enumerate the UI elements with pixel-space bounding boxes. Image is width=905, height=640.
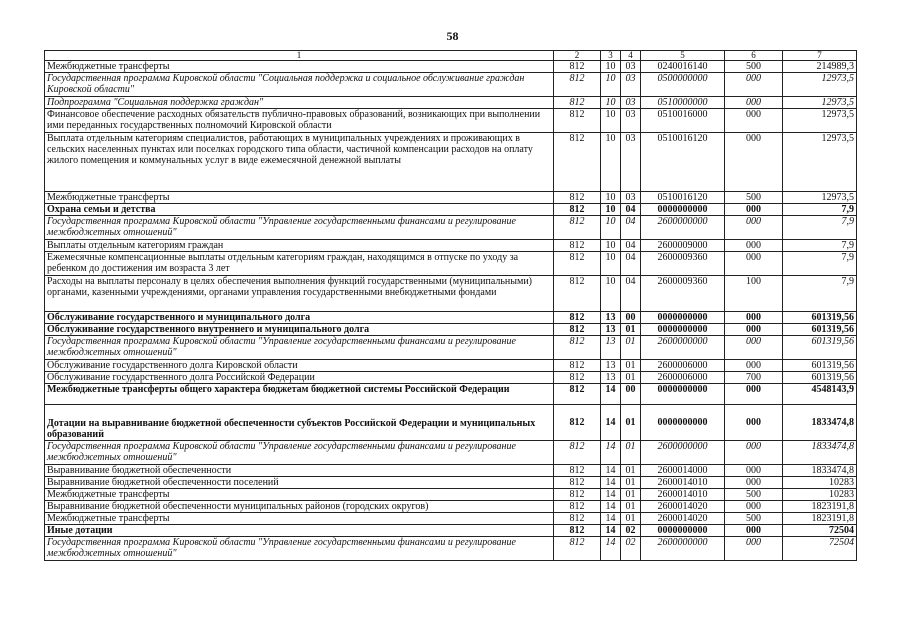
row-section: 10 <box>601 204 621 216</box>
row-amount: 601319,56 <box>783 360 857 372</box>
table-row <box>45 73 857 97</box>
row-amount: 1833474,8 <box>783 441 857 465</box>
row-expense-type: 000 <box>725 324 783 336</box>
row-subsection: 03 <box>621 109 641 133</box>
row-subsection: 03 <box>621 73 641 97</box>
row-admin-code: 812 <box>554 525 601 537</box>
row-section: 10 <box>601 276 621 312</box>
row-target-article: 0000000000 <box>641 405 725 441</box>
table-row <box>45 216 857 240</box>
row-expense-type: 000 <box>725 73 783 97</box>
row-subsection: 03 <box>621 133 641 192</box>
row-target-article: 0000000000 <box>641 384 725 405</box>
row-admin-code: 812 <box>554 216 601 240</box>
row-section: 13 <box>601 336 621 360</box>
header-cell-3: 3 <box>601 51 621 61</box>
row-amount: 12973,5 <box>783 192 857 204</box>
row-subsection: 01 <box>621 324 641 336</box>
row-section: 14 <box>601 513 621 525</box>
row-section: 13 <box>601 360 621 372</box>
row-amount: 10283 <box>783 489 857 501</box>
row-amount: 1823191,8 <box>783 501 857 513</box>
row-section: 10 <box>601 240 621 252</box>
row-target-article: 2600009000 <box>641 240 725 252</box>
row-name: Обслуживание государственного внутреннего и муниципального долга <box>45 324 554 336</box>
row-subsection: 01 <box>621 336 641 360</box>
row-admin-code: 812 <box>554 73 601 97</box>
row-expense-type: 000 <box>725 525 783 537</box>
row-section: 10 <box>601 192 621 204</box>
row-section: 14 <box>601 525 621 537</box>
row-expense-type: 000 <box>725 312 783 324</box>
row-expense-type: 700 <box>725 372 783 384</box>
row-admin-code: 812 <box>554 97 601 109</box>
row-amount: 12973,5 <box>783 97 857 109</box>
row-target-article: 0510016120 <box>641 192 725 204</box>
row-target-article: 2600006000 <box>641 360 725 372</box>
row-admin-code: 812 <box>554 405 601 441</box>
row-admin-code: 812 <box>554 336 601 360</box>
row-subsection: 04 <box>621 276 641 312</box>
table-row <box>45 109 857 133</box>
row-section: 14 <box>601 384 621 405</box>
header-row <box>45 51 857 61</box>
row-amount: 601319,56 <box>783 336 857 360</box>
row-expense-type: 000 <box>725 252 783 276</box>
row-subsection: 03 <box>621 61 641 73</box>
row-name: Государственная программа Кировской области "Управление государственными финансами и регулирование межбюджетных отношений" <box>45 336 554 360</box>
row-amount: 12973,5 <box>783 133 857 192</box>
row-target-article: 2600014020 <box>641 501 725 513</box>
row-name: Межбюджетные трансферты общего характера бюджетам бюджетной системы Российской Федерации <box>45 384 554 405</box>
row-admin-code: 812 <box>554 465 601 477</box>
row-expense-type: 000 <box>725 441 783 465</box>
row-amount: 72504 <box>783 525 857 537</box>
row-amount: 10283 <box>783 477 857 489</box>
row-subsection: 04 <box>621 216 641 240</box>
row-subsection: 00 <box>621 312 641 324</box>
row-section: 10 <box>601 252 621 276</box>
table-row <box>45 312 857 324</box>
row-admin-code: 812 <box>554 252 601 276</box>
row-section: 10 <box>601 216 621 240</box>
table-row <box>45 384 857 405</box>
row-amount: 214989,3 <box>783 61 857 73</box>
row-subsection: 01 <box>621 360 641 372</box>
row-target-article: 2600000000 <box>641 441 725 465</box>
row-amount: 7,9 <box>783 252 857 276</box>
table-row <box>45 192 857 204</box>
row-target-article: 0240016140 <box>641 61 725 73</box>
row-target-article: 0000000000 <box>641 204 725 216</box>
row-expense-type: 000 <box>725 97 783 109</box>
table-row <box>45 525 857 537</box>
row-amount: 12973,5 <box>783 73 857 97</box>
row-target-article: 0510000000 <box>641 97 725 109</box>
row-subsection: 03 <box>621 192 641 204</box>
row-subsection: 03 <box>621 97 641 109</box>
row-amount: 7,9 <box>783 240 857 252</box>
row-name: Выплаты отдельным категориям граждан <box>45 240 554 252</box>
row-subsection: 01 <box>621 465 641 477</box>
header-cell-1: 1 <box>45 51 554 61</box>
row-admin-code: 812 <box>554 360 601 372</box>
row-section: 14 <box>601 501 621 513</box>
table-row <box>45 276 857 312</box>
row-admin-code: 812 <box>554 204 601 216</box>
row-admin-code: 812 <box>554 240 601 252</box>
row-name: Государственная программа Кировской области "Социальная поддержка и социальное обслуживание граждан Кировской области" <box>45 73 554 97</box>
row-expense-type: 000 <box>725 133 783 192</box>
row-expense-type: 000 <box>725 360 783 372</box>
page-number: 58 <box>446 29 459 43</box>
row-target-article: 2600014010 <box>641 489 725 501</box>
row-expense-type: 000 <box>725 465 783 477</box>
table-row <box>45 97 857 109</box>
row-subsection: 04 <box>621 240 641 252</box>
table-row <box>45 477 857 489</box>
row-section: 14 <box>601 405 621 441</box>
row-admin-code: 812 <box>554 324 601 336</box>
row-amount: 601319,56 <box>783 324 857 336</box>
row-amount: 4548143,9 <box>783 384 857 405</box>
row-amount: 72504 <box>783 537 857 561</box>
row-name: Выравнивание бюджетной обеспеченности муниципальных районов (городских округов) <box>45 501 554 513</box>
row-admin-code: 812 <box>554 192 601 204</box>
row-expense-type: 000 <box>725 537 783 561</box>
row-target-article: 2600006000 <box>641 372 725 384</box>
row-section: 14 <box>601 465 621 477</box>
row-expense-type: 000 <box>725 384 783 405</box>
row-admin-code: 812 <box>554 276 601 312</box>
table-row <box>45 441 857 465</box>
header-cell-4: 4 <box>621 51 641 61</box>
row-subsection: 01 <box>621 405 641 441</box>
row-section: 10 <box>601 73 621 97</box>
row-target-article: 2600014010 <box>641 477 725 489</box>
row-name: Государственная программа Кировской области "Управление государственными финансами и регулирование межбюджетных отношений" <box>45 441 554 465</box>
row-admin-code: 812 <box>554 109 601 133</box>
row-subsection: 01 <box>621 513 641 525</box>
table-row <box>45 133 857 192</box>
row-subsection: 01 <box>621 441 641 465</box>
row-subsection: 01 <box>621 489 641 501</box>
row-admin-code: 812 <box>554 312 601 324</box>
row-expense-type: 000 <box>725 477 783 489</box>
row-amount: 12973,5 <box>783 109 857 133</box>
row-name: Межбюджетные трансферты <box>45 192 554 204</box>
row-section: 13 <box>601 372 621 384</box>
budget-table <box>44 50 857 561</box>
row-target-article: 2600009360 <box>641 252 725 276</box>
row-target-article: 0000000000 <box>641 324 725 336</box>
row-amount: 1833474,8 <box>783 465 857 477</box>
row-amount: 601319,56 <box>783 312 857 324</box>
row-section: 13 <box>601 312 621 324</box>
table-row <box>45 240 857 252</box>
row-expense-type: 500 <box>725 489 783 501</box>
row-subsection: 01 <box>621 501 641 513</box>
row-name: Подпрограмма "Социальная поддержка граждан" <box>45 97 554 109</box>
row-section: 10 <box>601 109 621 133</box>
row-section: 14 <box>601 477 621 489</box>
row-expense-type: 100 <box>725 276 783 312</box>
row-subsection: 04 <box>621 252 641 276</box>
row-name: Выравнивание бюджетной обеспеченности поселений <box>45 477 554 489</box>
row-target-article: 0510016120 <box>641 133 725 192</box>
row-admin-code: 812 <box>554 133 601 192</box>
table-row <box>45 360 857 372</box>
row-admin-code: 812 <box>554 489 601 501</box>
row-name: Обслуживание государственного и муниципального долга <box>45 312 554 324</box>
row-expense-type: 000 <box>725 216 783 240</box>
row-target-article: 0510016000 <box>641 109 725 133</box>
row-name: Обслуживание государственного долга Российской Федерации <box>45 372 554 384</box>
row-section: 14 <box>601 441 621 465</box>
table-row <box>45 324 857 336</box>
row-target-article: 2600014020 <box>641 513 725 525</box>
row-expense-type: 000 <box>725 405 783 441</box>
table-row <box>45 537 857 561</box>
table-row <box>45 513 857 525</box>
row-name: Финансовое обеспечение расходных обязательств публично-правовых образований, возникающих при выполнении ими переданных государственных полномочий Кировской области <box>45 109 554 133</box>
row-target-article: 2600014000 <box>641 465 725 477</box>
row-subsection: 02 <box>621 525 641 537</box>
row-name: Охрана семьи и детства <box>45 204 554 216</box>
row-name: Ежемесячные компенсационные выплаты отдельным категориям граждан, находящимся в отпуске по уходу за ребенком до достижения им возраста 3 лет <box>45 252 554 276</box>
table-row <box>45 204 857 216</box>
row-expense-type: 000 <box>725 204 783 216</box>
row-subsection: 01 <box>621 477 641 489</box>
row-target-article: 2600000000 <box>641 336 725 360</box>
row-subsection: 04 <box>621 204 641 216</box>
row-name: Государственная программа Кировской области "Управление государственными финансами и регулирование межбюджетных отношений" <box>45 216 554 240</box>
row-target-article: 2600009360 <box>641 276 725 312</box>
row-subsection: 02 <box>621 537 641 561</box>
row-name: Выплата отдельным категориям специалистов, работающих в муниципальных учреждениях и проживающих в сельских населенных пунктах или поселках городского типа области, частичной компенсации расходов на оплату жилого помещения и коммунальных услуг в виде ежемесячной денежной выплаты <box>45 133 554 192</box>
row-name: Обслуживание государственного долга Кировской области <box>45 360 554 372</box>
row-amount: 1833474,8 <box>783 405 857 441</box>
row-amount: 7,9 <box>783 276 857 312</box>
table-row <box>45 252 857 276</box>
row-admin-code: 812 <box>554 501 601 513</box>
row-admin-code: 812 <box>554 513 601 525</box>
row-admin-code: 812 <box>554 384 601 405</box>
row-name: Государственная программа Кировской области "Управление государственными финансами и регулирование межбюджетных отношений" <box>45 537 554 561</box>
row-expense-type: 000 <box>725 240 783 252</box>
row-expense-type: 500 <box>725 513 783 525</box>
row-section: 14 <box>601 489 621 501</box>
row-admin-code: 812 <box>554 477 601 489</box>
row-admin-code: 812 <box>554 441 601 465</box>
row-target-article: 2600000000 <box>641 537 725 561</box>
row-section: 10 <box>601 133 621 192</box>
row-name: Дотации на выравнивание бюджетной обеспеченности субъектов Российской Федерации и муниципальных образований <box>45 405 554 441</box>
row-name: Межбюджетные трансферты <box>45 513 554 525</box>
row-target-article: 0000000000 <box>641 312 725 324</box>
row-expense-type: 000 <box>725 501 783 513</box>
row-amount: 7,9 <box>783 204 857 216</box>
table-row <box>45 489 857 501</box>
row-section: 14 <box>601 537 621 561</box>
table-row <box>45 336 857 360</box>
table-row <box>45 465 857 477</box>
table-row <box>45 405 857 441</box>
row-amount: 7,9 <box>783 216 857 240</box>
row-expense-type: 000 <box>725 336 783 360</box>
row-target-article: 0000000000 <box>641 525 725 537</box>
row-name: Расходы на выплаты персоналу в целях обеспечения выполнения функций государственными (муниципальными) органами, казенными учреждениями, органами управления государственными внебюджетными фондами <box>45 276 554 312</box>
table-row <box>45 501 857 513</box>
table-row <box>45 61 857 73</box>
row-name: Межбюджетные трансферты <box>45 61 554 73</box>
row-section: 10 <box>601 61 621 73</box>
header-cell-6: 6 <box>725 51 783 61</box>
row-target-article: 0500000000 <box>641 73 725 97</box>
row-admin-code: 812 <box>554 537 601 561</box>
header-cell-2: 2 <box>554 51 601 61</box>
table-row <box>45 372 857 384</box>
row-amount: 1823191,8 <box>783 513 857 525</box>
header-cell-5: 5 <box>641 51 725 61</box>
row-name: Выравнивание бюджетной обеспеченности <box>45 465 554 477</box>
row-subsection: 00 <box>621 384 641 405</box>
row-name: Иные дотации <box>45 525 554 537</box>
row-expense-type: 000 <box>725 109 783 133</box>
row-expense-type: 500 <box>725 192 783 204</box>
row-amount: 601319,56 <box>783 372 857 384</box>
row-admin-code: 812 <box>554 372 601 384</box>
row-target-article: 2600000000 <box>641 216 725 240</box>
row-section: 13 <box>601 324 621 336</box>
row-subsection: 01 <box>621 372 641 384</box>
header-cell-7: 7 <box>783 51 857 61</box>
row-expense-type: 500 <box>725 61 783 73</box>
row-section: 10 <box>601 97 621 109</box>
row-admin-code: 812 <box>554 61 601 73</box>
row-name: Межбюджетные трансферты <box>45 489 554 501</box>
